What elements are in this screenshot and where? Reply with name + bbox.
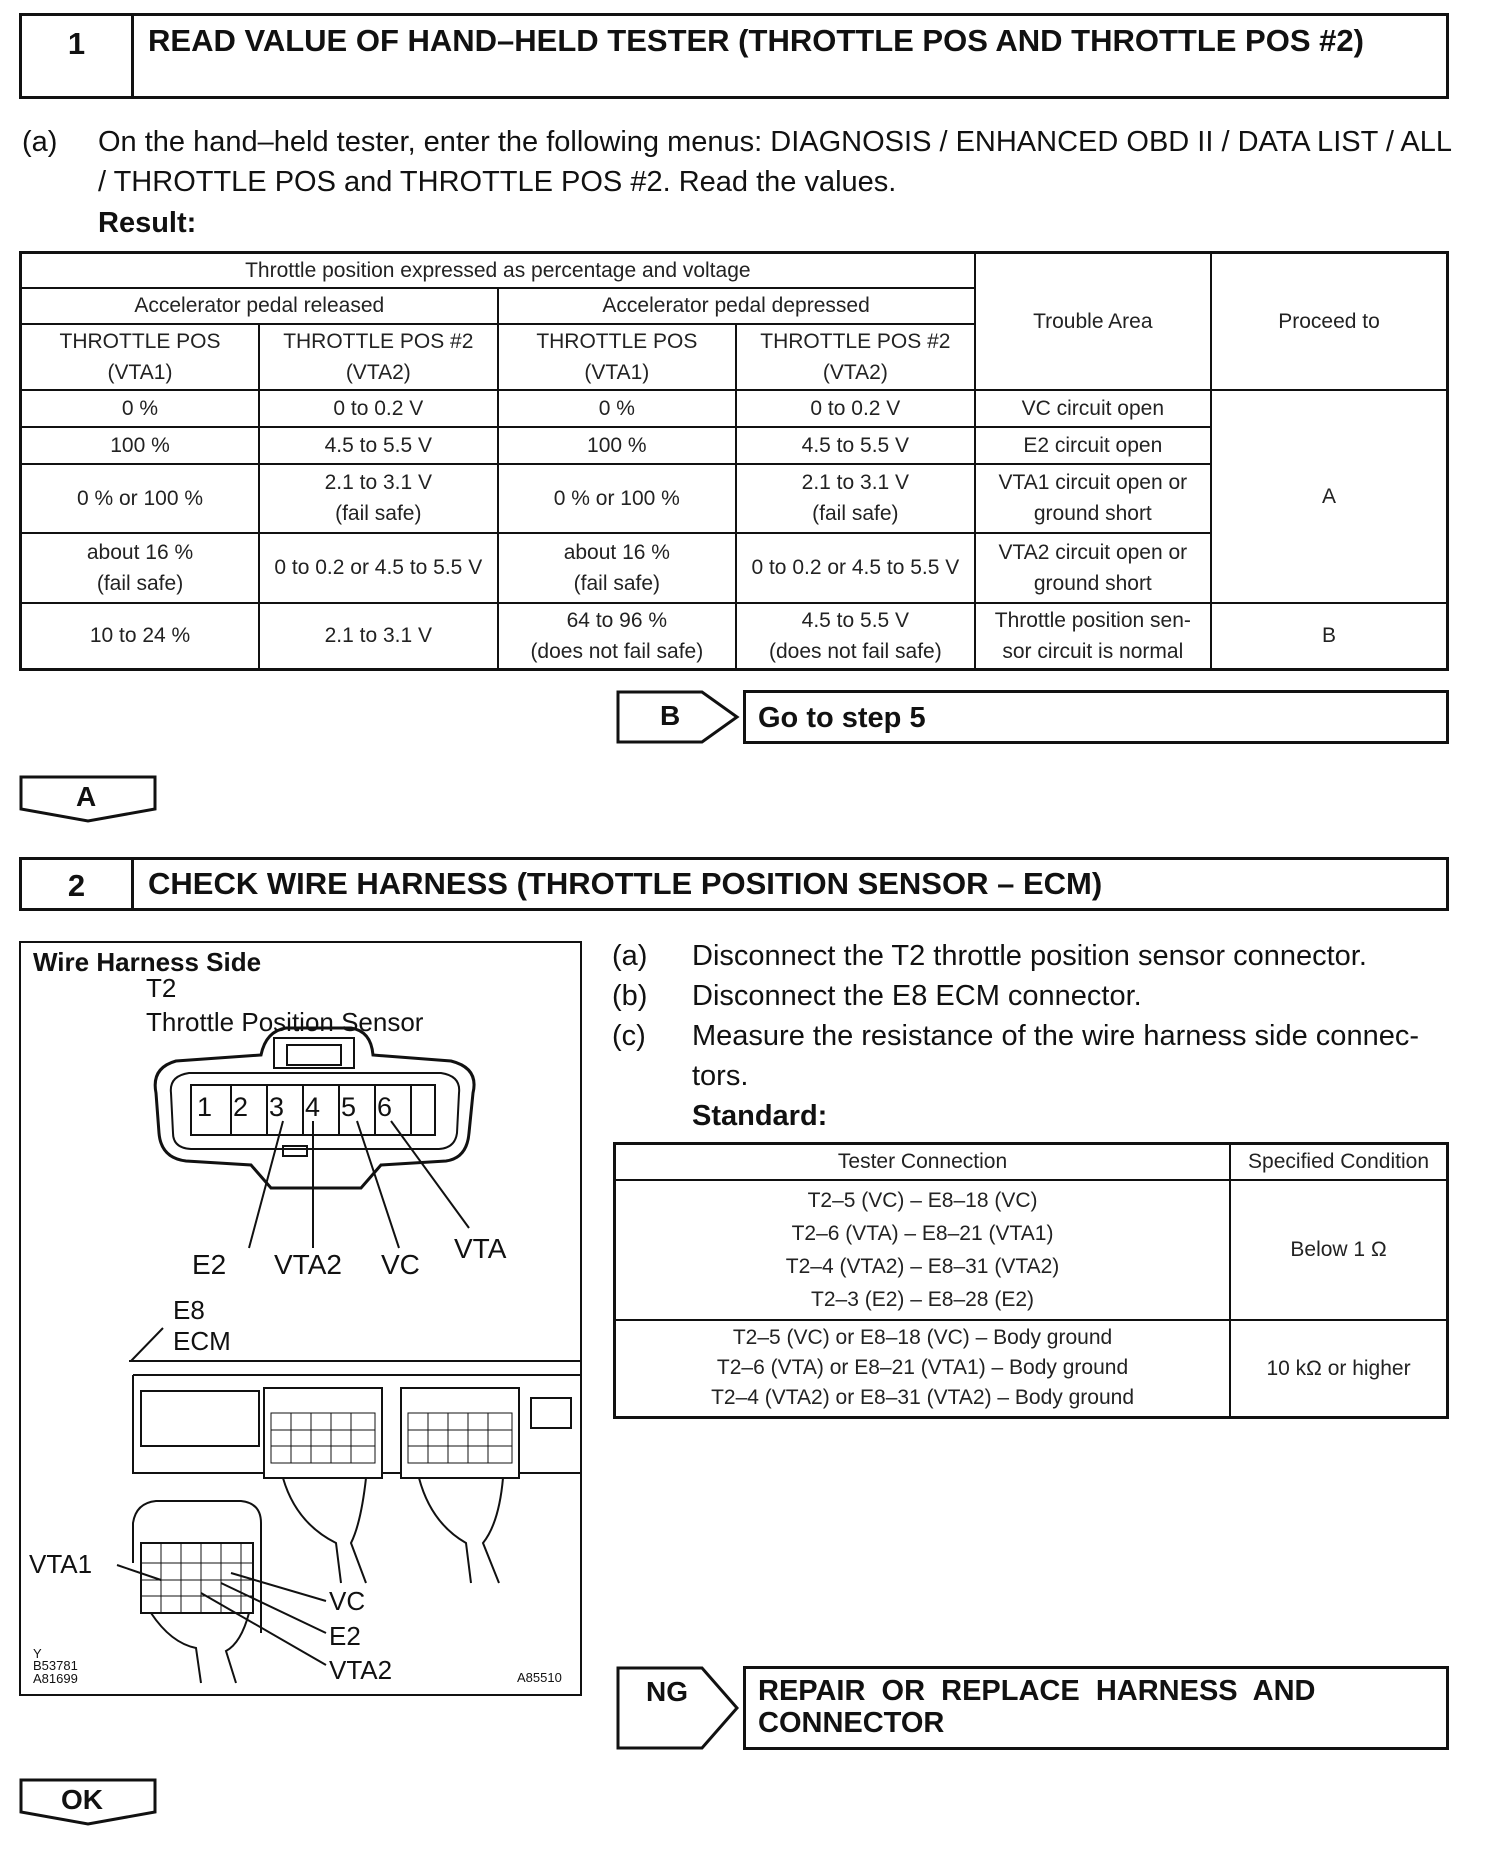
step1-a-text: On the hand–held tester, enter the following menus: DIAGNOSIS / ENHANCED OBD II / DATA LIST / ALL / THROTTLE POS and THROTTLE POS #2. Read the values. [98, 126, 1451, 198]
t2-name: Throttle Position Sensor [146, 1007, 424, 1037]
step2-title: CHECK WIRE HARNESS (THROTTLE POSITION SENSOR – ECM) [148, 866, 1103, 901]
label-vc: VC [381, 1249, 420, 1280]
step2-header [19, 857, 1449, 911]
figure-code-2: A81699 [33, 1671, 78, 1686]
pin-3: 3 [269, 1092, 285, 1122]
connector-diagram [21, 943, 580, 1694]
table-row: 100 % 4.5 to 5.5 V 100 % 4.5 to 5.5 V E2 circuit open [21, 427, 1448, 464]
repair-harness-result: REPAIR OR REPLACE HARNESS AND CONNECTOR [743, 1666, 1449, 1750]
t2-label: T2 [146, 973, 177, 1003]
a-tag-label: A [76, 781, 97, 812]
step2-c-text-1: Measure the resistance of the wire harness side connec- [692, 1020, 1419, 1052]
a-tag [19, 775, 157, 823]
result-label: Result: [98, 207, 197, 239]
header-released: Accelerator pedal released [21, 288, 498, 324]
step1-a-marker: (a) [22, 126, 58, 158]
header-tester-connection: Tester Connection [615, 1144, 1231, 1180]
step1-header [19, 13, 1449, 99]
pin-4: 4 [305, 1092, 321, 1122]
ng-tag-label: NG [646, 1676, 688, 1707]
step2-c-text-2: tors. [692, 1060, 749, 1092]
col-tp2-released: THROTTLE POS #2 (VTA2) [259, 324, 498, 390]
header-proceed: Proceed to [1211, 253, 1447, 390]
b-tag [616, 690, 740, 744]
step2-c-marker: (c) [612, 1020, 646, 1052]
col-tp1-depressed: THROTTLE POS (VTA1) [498, 324, 737, 390]
figure-code-1: B53781 [33, 1658, 78, 1673]
figure-heading: Wire Harness Side [33, 947, 262, 977]
table-row: 0 % 0 to 0.2 V 0 % 0 to 0.2 V VC circuit open A [21, 390, 1448, 427]
step1-number: 1 [22, 16, 134, 96]
wire-harness-figure [19, 941, 582, 1696]
throttle-result-table [19, 251, 1449, 671]
step2-a-marker: (a) [612, 940, 648, 972]
e8-label: E8 [173, 1295, 205, 1325]
table-row: T2–5 (VC) or E8–18 (VC) – Body ground T2–6 (VTA) or E8–21 (VTA1) – Body ground T2–4 (VTA2) or E8–31 (VTA2) – Body ground 10 kΩ or higher [615, 1320, 1448, 1418]
header-main: Throttle position expressed as percentage and voltage [21, 253, 975, 288]
b-tag-label: B [660, 700, 681, 731]
table-row: 0 % or 100 % 2.1 to 3.1 V (fail safe) 0 % or 100 % 2.1 to 3.1 V (fail safe) VTA1 circuit open or ground short [21, 464, 1448, 533]
step2-number: 2 [22, 860, 134, 908]
step2-a-text: Disconnect the T2 throttle position sensor connector. [692, 940, 1367, 972]
table-row: 10 to 24 % 2.1 to 3.1 V 64 to 96 % (does not fail safe) 4.5 to 5.5 V (does not fail safe) Throttle position sen- sor circuit is normal B [21, 603, 1448, 670]
step2-b-text: Disconnect the E8 ECM connector. [692, 980, 1142, 1012]
ng-tag [616, 1666, 740, 1750]
go-to-step5: Go to step 5 [743, 690, 1449, 744]
step2-b-marker: (b) [612, 980, 648, 1012]
ok-tag [19, 1778, 157, 1826]
figure-code-y: Y [33, 1646, 42, 1661]
proceed-b: B [1211, 603, 1447, 670]
step1-title: READ VALUE OF HAND–HELD TESTER (THROTTLE POS AND THROTTLE POS #2) [148, 23, 1364, 58]
pin-1: 1 [197, 1092, 213, 1122]
header-trouble: Trouble Area [975, 253, 1211, 390]
pin-6: 6 [377, 1092, 393, 1122]
standard-label: Standard: [692, 1100, 828, 1132]
table-row: about 16 % (fail safe) 0 to 0.2 or 4.5 to 5.5 V about 16 % (fail safe) 0 to 0.2 or 4.5 to 5.5 V VTA2 circuit open or ground short [21, 533, 1448, 603]
header-specified-condition: Specified Condition [1230, 1144, 1447, 1180]
table-row: T2–5 (VC) – E8–18 (VC) T2–6 (VTA) – E8–21 (VTA1) T2–4 (VTA2) – E8–31 (VTA2) T2–3 (E2) – E8–28 (E2) Below 1 Ω [615, 1180, 1448, 1320]
pin-5: 5 [341, 1092, 357, 1122]
figure-code-3: A85510 [517, 1670, 562, 1685]
label-vta2-ecm: VTA2 [329, 1655, 393, 1685]
label-vta2: VTA2 [274, 1249, 342, 1280]
pin-2: 2 [233, 1092, 249, 1122]
proceed-a: A [1211, 390, 1447, 603]
label-e2-ecm: E2 [329, 1621, 361, 1651]
label-vta: VTA [454, 1233, 507, 1264]
label-vc-ecm: VC [329, 1586, 366, 1616]
ok-tag-label: OK [61, 1784, 103, 1815]
header-depressed: Accelerator pedal depressed [498, 288, 975, 324]
col-tp1-released: THROTTLE POS (VTA1) [21, 324, 260, 390]
ecm-label: ECM [173, 1326, 231, 1356]
col-tp2-depressed: THROTTLE POS #2 (VTA2) [736, 324, 975, 390]
label-e2: E2 [192, 1249, 227, 1280]
label-vta1: VTA1 [29, 1549, 93, 1579]
resistance-table [613, 1142, 1449, 1419]
